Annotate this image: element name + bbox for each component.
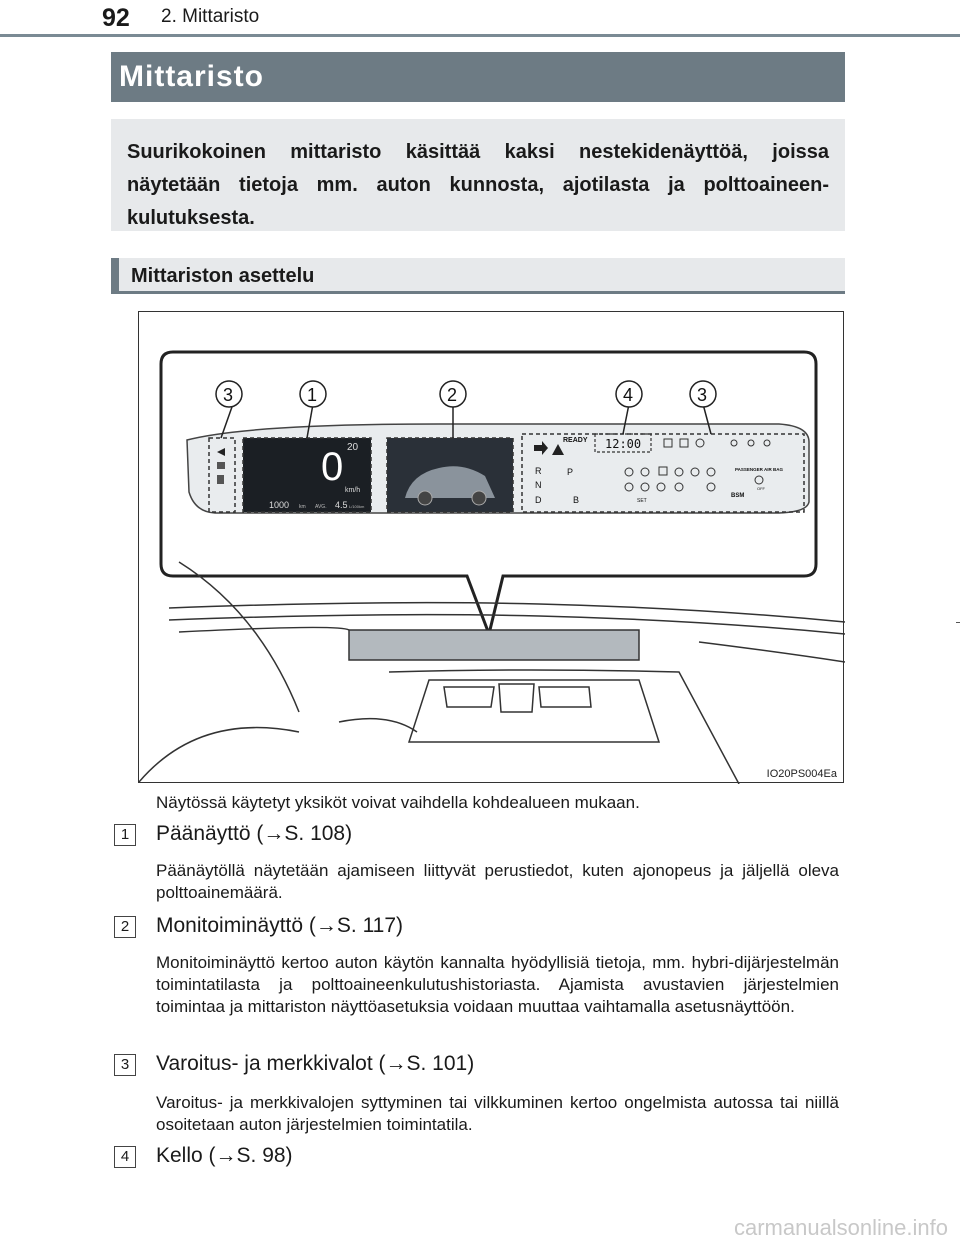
item-4	[114, 1142, 844, 1172]
avg-value: 4.5	[335, 500, 348, 510]
intro-box: Suurikokoinen mittaristo käsittää kaksi nestekidenäyttöä, joissa näytetään tietoja mm. auton kunnosta, ajotilasta ja polttoaineen-kulutuksesta.	[111, 119, 845, 231]
callout-2-label: 2	[447, 385, 458, 405]
item-title: Monitoiminäyttö (→S. 117)	[156, 914, 404, 937]
odometer-unit: km	[299, 504, 306, 510]
callout-1-label: 1	[307, 385, 318, 405]
header-rule	[0, 34, 960, 37]
item-title: Päänäyttö (→S. 108)	[156, 822, 353, 845]
gear-p: P	[567, 467, 574, 477]
odometer: 1000	[269, 500, 290, 510]
watermark: carmanualsonline.info	[733, 1215, 948, 1240]
cluster-illustration	[139, 312, 845, 784]
off-label: OFF	[757, 486, 765, 491]
clock-value: 12:00	[605, 437, 642, 451]
instrument-cluster-figure	[138, 311, 844, 783]
wheel-front-icon	[418, 491, 432, 505]
temperature: 20	[347, 442, 359, 453]
item-3	[114, 1050, 844, 1080]
gear-b: B	[573, 495, 580, 505]
item-description: Päänäytöllä näytetään ajamiseen liittyvät perustiedot, kuten ajonopeus ja jäljellä oleva polttoainemäärä.	[156, 861, 839, 902]
bsm-label: BSM	[731, 493, 745, 499]
speed-value: 0	[321, 445, 344, 489]
units-note: Näytössä käytetyt yksiköt voivat vaihdella kohdealueen mukaan.	[156, 793, 640, 812]
page-title: Mittaristo	[111, 52, 845, 102]
callout-3-right-label: 3	[697, 385, 708, 405]
headlight-icon	[217, 462, 225, 469]
fuel-icon	[217, 475, 224, 484]
gear-r: R	[535, 466, 542, 476]
speed-unit: km/h	[345, 487, 361, 494]
wheel-rear-icon	[472, 491, 486, 505]
item-title: Varoitus- ja merkkivalot (→S. 101)	[156, 1052, 475, 1075]
item-title: Kello (→S. 98)	[156, 1144, 293, 1167]
callout-4-label: 4	[623, 385, 634, 405]
item-number: 1	[114, 824, 136, 846]
item-number: 3	[114, 1054, 136, 1076]
item-description: Varoitus- ja merkkivalojen syttyminen tai vilkkuminen kertoo ongelmista autossa tai niillä osoitetaan auton järjestelmien toimintatila.	[156, 1093, 839, 1134]
passenger-airbag-label: PASSENGER AIR BAG	[735, 467, 784, 472]
gear-d: D	[535, 495, 542, 505]
gear-n: N	[535, 480, 542, 490]
callout-3-left-label: 3	[223, 385, 234, 405]
item-description: Monitoiminäyttö kertoo auton käytön kannalta hyödyllisiä tietoja, mm. hybri-dijärjestelmän toimintatilasta ja polttoaineenkulutushistoriasta. Ajamista avustavien järjestelmien toimintaa ja mittariston näyttöasetuksia voidaan muuttaa vaihtamalla asetusnäyttöön.	[156, 953, 839, 1016]
avg-label: AVG.	[315, 504, 327, 510]
section-heading: Mittariston asettelu	[111, 258, 845, 294]
item-number: 2	[114, 916, 136, 938]
set-label: SET	[637, 498, 647, 504]
item-2	[114, 912, 844, 942]
item-1	[114, 820, 844, 850]
margin-tick	[956, 622, 960, 623]
dashboard-screen	[349, 630, 639, 660]
item-number: 4	[114, 1146, 136, 1168]
chapter-title: 2. Mittaristo	[161, 6, 260, 27]
avg-unit: L/100km	[349, 504, 365, 509]
figure-code: IO20PS004Ea	[766, 768, 837, 780]
ready-indicator: READY	[563, 437, 588, 444]
page-number: 92	[102, 4, 130, 32]
